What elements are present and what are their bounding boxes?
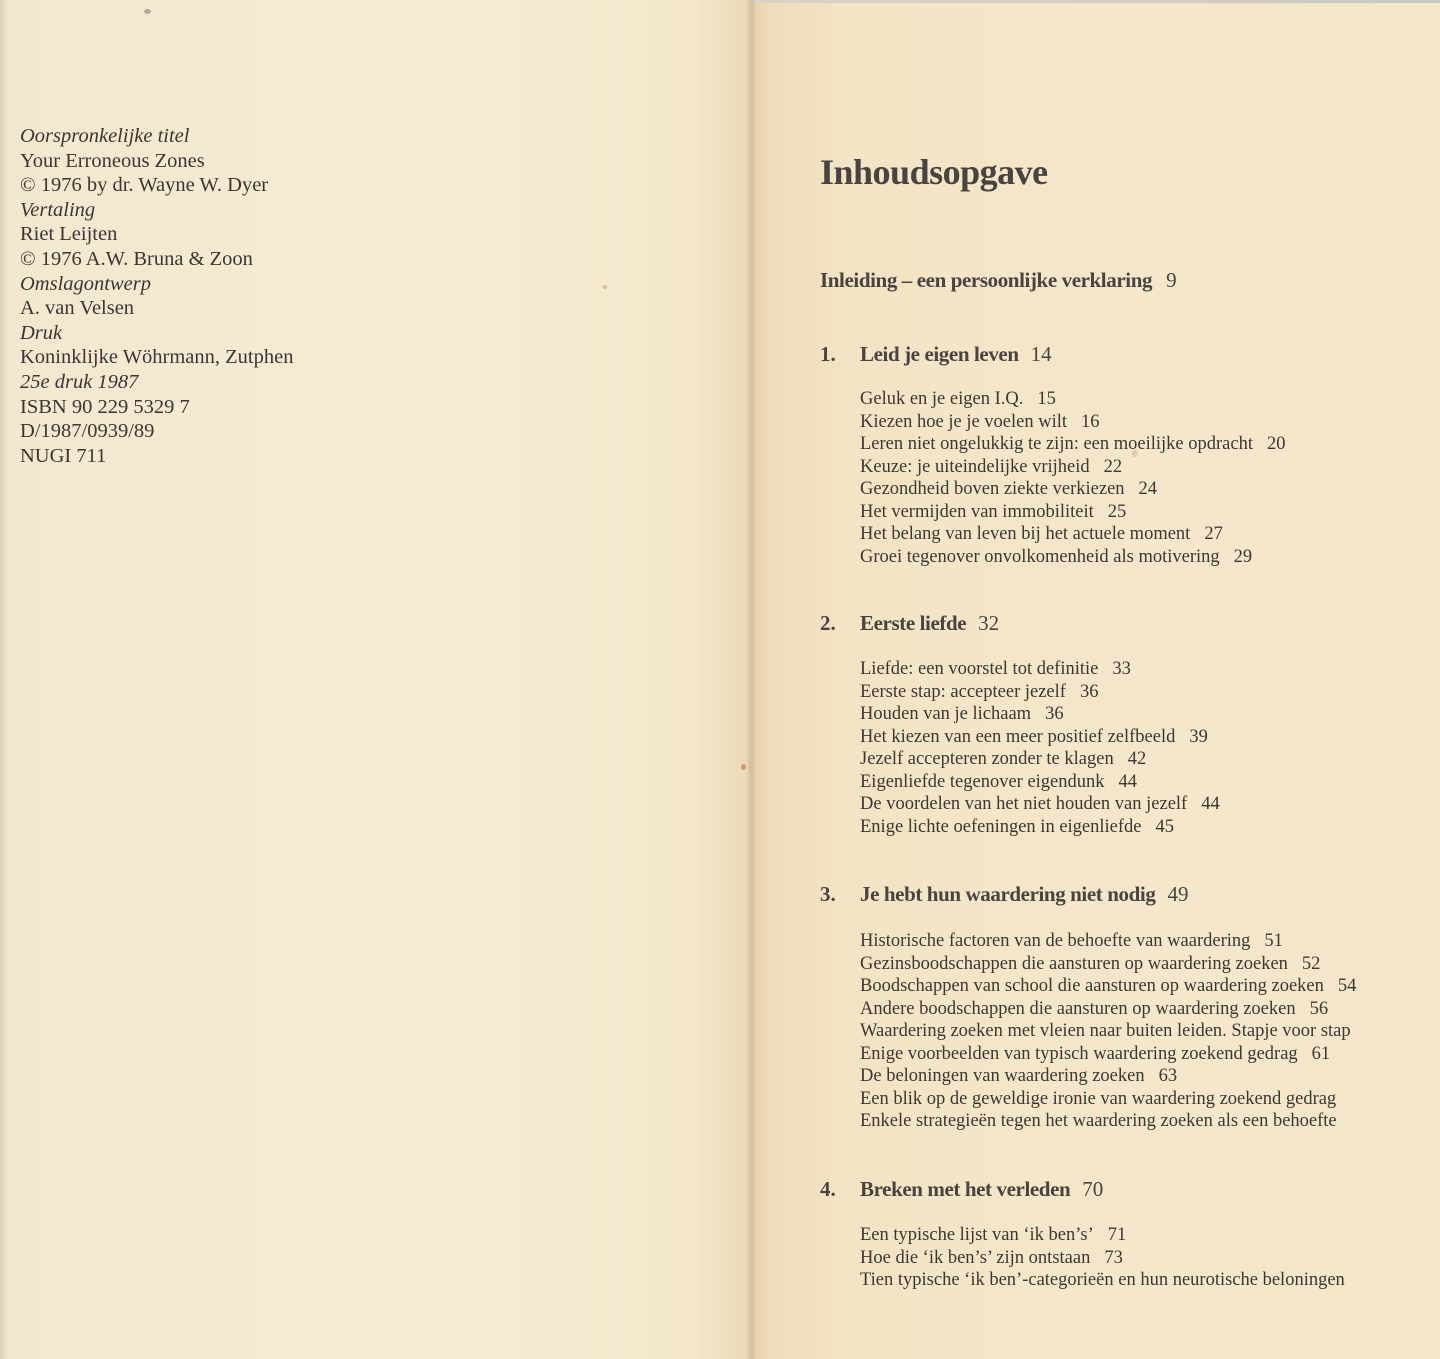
colophon-nugi: NUGI 711 [20, 444, 107, 467]
toc-section [860, 523, 1286, 546]
chapter-number: 4. [820, 1177, 836, 1201]
section-title: Het vermijden van immobiliteit [860, 501, 1094, 522]
book-spine-fold [746, 0, 756, 1359]
section-title: Andere boodschappen die aansturen op waardering zoeken [860, 998, 1296, 1019]
section-page: 54 [1337, 976, 1357, 996]
colophon-author-copyright: © 1976 by dr. Wayne W. Dyer [20, 174, 269, 197]
section-page: 27 [1204, 524, 1223, 544]
section-title: Jezelf accepteren zonder te klagen [860, 749, 1114, 769]
chapter-page: 70 [1082, 1177, 1104, 1201]
section-page: 52 [1301, 953, 1321, 974]
chapter-page: 32 [978, 611, 1000, 635]
toc-chapter-1 [820, 342, 1052, 367]
section-title: De voordelen van het niet houden van jezelf [860, 794, 1188, 814]
toc-section [860, 816, 1220, 839]
section-title: Keuze: je uiteindelijke vrijheid [860, 456, 1090, 477]
toc-section [860, 681, 1220, 704]
toc-title: Inhoudsopgave [820, 152, 1048, 192]
section-page: 20 [1267, 434, 1286, 454]
toc-section [860, 1065, 1365, 1088]
toc-section [860, 793, 1220, 816]
section-page: 36 [1045, 704, 1064, 724]
chapter-page: 49 [1167, 882, 1189, 906]
toc-chapter-4 [820, 1177, 1103, 1202]
toc-section [860, 1224, 1359, 1247]
section-title: Gezondheid boven ziekte verkiezen [860, 479, 1125, 499]
toc-section [860, 658, 1220, 681]
toc-section [860, 1088, 1365, 1111]
section-title: Een typische lijst van ‘ik ben’s’ [860, 1225, 1094, 1245]
section-title: Geluk en je eigen I.Q. [860, 389, 1024, 409]
section-title: Boodschappen van school die aansturen op waardering zoeken [860, 976, 1324, 996]
toc-section [860, 1043, 1365, 1066]
section-title: Hoe die ‘ik ben’s’ zijn ontstaan [860, 1247, 1091, 1268]
toc-section [860, 411, 1286, 434]
section-page: 45 [1155, 816, 1174, 837]
section-page: 33 [1112, 659, 1131, 679]
section-page: 24 [1138, 479, 1158, 499]
colophon-label-translation: Vertaling [20, 198, 96, 221]
toc-chapter-1-sections [860, 388, 1286, 568]
section-title: Houden van je lichaam [860, 704, 1032, 724]
toc-section [860, 930, 1365, 953]
toc-section [860, 771, 1220, 794]
colophon-original-title: Your Erroneous Zones [20, 149, 205, 172]
section-page: 25 [1107, 501, 1127, 522]
toc-section [860, 456, 1286, 479]
section-page: 73 [1104, 1247, 1123, 1268]
toc-chapter-3-sections [860, 930, 1365, 1133]
section-page: 22 [1103, 456, 1123, 477]
toc-section [860, 975, 1365, 998]
toc-intro-entry [820, 268, 1177, 293]
section-title: Eerste stap: accepteer jezelf [860, 681, 1066, 702]
colophon-cover-designer: A. van Velsen [20, 297, 135, 320]
section-page: 51 [1264, 931, 1283, 951]
section-title: Een blik op de geweldige ironie van waardering zoekend gedrag [860, 1088, 1337, 1109]
section-title: Kiezen hoe je je voelen wilt [860, 411, 1068, 432]
colophon-depot-number: D/1987/0939/89 [20, 420, 155, 443]
ink-speck [144, 9, 151, 14]
section-title: Groei tegenover onvolkomenheid als motivering [860, 546, 1220, 567]
chapter-title: Eerste liefde [860, 611, 967, 635]
right-page [752, 3, 1440, 1359]
section-page: 61 [1311, 1043, 1331, 1064]
section-page: 44 [1201, 794, 1220, 814]
chapter-number: 3. [820, 882, 836, 906]
toc-section [860, 388, 1286, 411]
toc-section [860, 726, 1220, 749]
toc-intro-title: Inleiding – een persoonlijke verklaring [820, 268, 1153, 292]
toc-section [860, 433, 1286, 456]
toc-intro-page: 9 [1166, 268, 1177, 292]
section-title: Enige lichte oefeningen in eigenliefde [860, 816, 1142, 837]
chapter-number: 2. [820, 611, 836, 635]
colophon-printer: Koninklijke Wöhrmann, Zutphen [20, 346, 294, 369]
section-title: Gezinsboodschappen die aansturen op waardering zoeken [860, 953, 1288, 974]
section-title: Historische factoren van de behoefte van waardering [860, 931, 1251, 951]
colophon [20, 124, 293, 468]
toc-section [860, 501, 1286, 524]
section-title: De beloningen van waardering zoeken [860, 1066, 1145, 1086]
section-page: 42 [1127, 749, 1147, 769]
colophon-publisher-copyright: © 1976 A.W. Bruna & Zoon [20, 247, 253, 270]
section-title: Eigenliefde tegenover eigendunk [860, 771, 1105, 792]
toc-chapter-4-sections [860, 1224, 1359, 1292]
section-page: 71 [1107, 1225, 1127, 1245]
section-title: Liefde: een voorstel tot definitie [860, 659, 1099, 679]
section-page: 16 [1081, 411, 1100, 432]
section-page: 29 [1233, 546, 1253, 567]
toc-section [860, 546, 1286, 569]
chapter-page: 14 [1030, 342, 1052, 366]
chapter-number: 1. [820, 342, 836, 366]
chapter-title: Leid je eigen leven [860, 342, 1019, 366]
section-title: Het kiezen van een meer positief zelfbeeld [860, 726, 1176, 747]
section-title: Het belang van leven bij het actuele moment [860, 524, 1191, 544]
toc-section [860, 1020, 1365, 1043]
toc-chapter-2-sections [860, 658, 1220, 838]
toc-chapter-3 [820, 882, 1188, 907]
toc-chapter-2 [820, 611, 999, 636]
ink-speck [603, 285, 607, 289]
toc-section [860, 703, 1220, 726]
section-page: 39 [1189, 726, 1208, 747]
section-title: Leren niet ongelukkig te zijn: een moeilijke opdracht [860, 434, 1253, 454]
section-page: 44 [1118, 771, 1138, 792]
toc-section [860, 1269, 1359, 1292]
colophon-label-original-title: Oorspronkelijke titel [20, 125, 190, 147]
colophon-translator: Riet Leijten [20, 223, 118, 246]
colophon-edition: 25e druk 1987 [20, 370, 139, 393]
chapter-title: Je hebt hun waardering niet nodig [860, 882, 1156, 906]
chapter-title: Breken met het verleden [860, 1177, 1071, 1201]
section-title: Enkele strategieën tegen het waardering zoeken als een behoefte [860, 1111, 1337, 1131]
section-title: Waardering zoeken met vleien naar buiten leiden. Stapje voor stap [860, 1021, 1351, 1041]
section-page: 63 [1158, 1066, 1178, 1086]
section-title: Enige voorbeelden van typisch waardering zoekend gedrag [860, 1043, 1298, 1064]
toc-section [860, 998, 1365, 1021]
section-page: 15 [1037, 389, 1056, 409]
colophon-label-print: Druk [20, 321, 63, 344]
colophon-label-cover-design: Omslagontwerp [20, 272, 151, 295]
section-page: 36 [1079, 681, 1099, 702]
toc-section [860, 1247, 1359, 1270]
toc-section [860, 1110, 1365, 1133]
toc-section [860, 748, 1220, 771]
section-title: Tien typische ‘ik ben’-categorieën en hun neurotische beloningen [860, 1270, 1345, 1290]
colophon-isbn: ISBN 90 229 5329 7 [20, 395, 190, 418]
section-page: 56 [1309, 998, 1329, 1019]
toc-section [860, 953, 1365, 976]
toc-section [860, 478, 1286, 501]
